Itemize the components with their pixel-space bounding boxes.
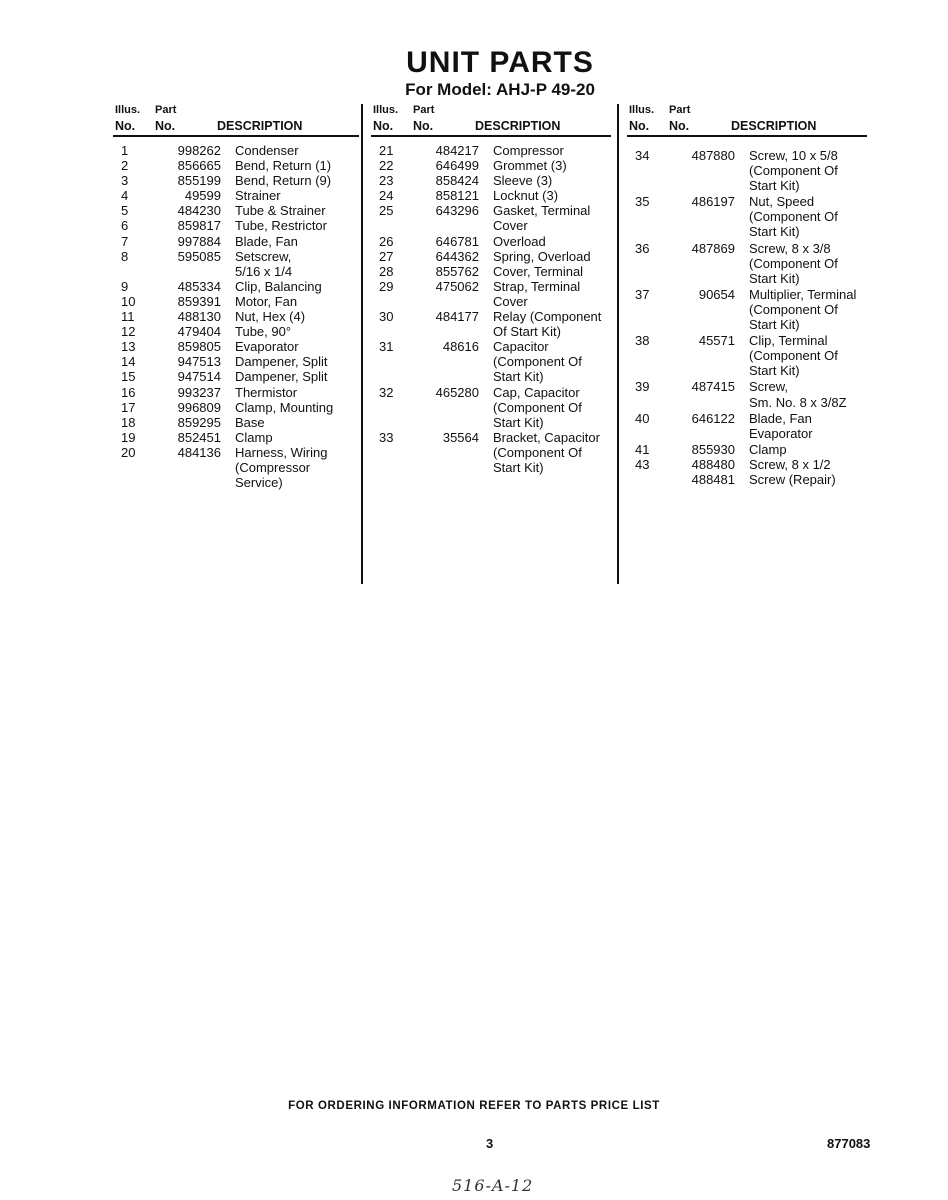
illus-number: 30: [379, 309, 394, 325]
illus-number: 39: [635, 379, 650, 395]
description-line: Grommet (3): [493, 158, 567, 174]
ordering-note: FOR ORDERING INFORMATION REFER TO PARTS PRICE LIST: [288, 1100, 660, 1112]
part-number: 488481: [691, 471, 735, 487]
part-number: 644362: [435, 248, 479, 264]
column-divider: [617, 104, 619, 584]
table-row: [627, 241, 867, 286]
table-row: [113, 158, 359, 173]
illus-number: 37: [635, 286, 650, 302]
description-line: Base: [235, 414, 265, 430]
table-row: [627, 457, 867, 472]
part-number: 646122: [691, 410, 735, 426]
description-line: Sleeve (3): [493, 173, 553, 189]
illus-number: 12: [121, 324, 136, 340]
illus-number: 18: [121, 414, 136, 430]
description-line: Nut, Speed: [749, 194, 815, 210]
part-description: [735, 194, 838, 239]
page-number: 3: [486, 1136, 494, 1151]
part-number: 487880: [691, 148, 735, 163]
part-description: [479, 234, 546, 249]
illus-number: 28: [379, 263, 394, 279]
table-row: [113, 309, 359, 324]
table-row: [371, 234, 611, 249]
part-number: 646499: [435, 158, 479, 174]
part-description: [221, 430, 273, 445]
illus-number: 26: [379, 233, 394, 249]
part-number: 485334: [177, 278, 221, 294]
table-row: [113, 415, 359, 430]
part-description: [221, 279, 322, 294]
part-number: 45571: [698, 333, 735, 349]
table-row: [371, 309, 611, 339]
part-number: 859391: [177, 293, 221, 309]
part-number: 488130: [177, 309, 221, 325]
table-row: [113, 279, 359, 294]
illus-number: 32: [379, 384, 394, 400]
description-line: Gasket, Terminal: [493, 203, 591, 219]
table-row: [371, 339, 611, 384]
header-description: DESCRIPTION: [217, 119, 303, 133]
part-description: [221, 369, 328, 384]
header-row-1: [371, 104, 611, 119]
part-description: [735, 457, 831, 472]
header-part-no: No.: [413, 119, 434, 133]
illus-number: 9: [121, 278, 129, 294]
illus-number: 40: [635, 410, 650, 426]
illus-number: 27: [379, 248, 394, 264]
part-description: [735, 333, 838, 378]
illus-number: 13: [121, 339, 136, 355]
description-line: Cover, Terminal: [493, 263, 584, 279]
illus-number: 2: [121, 158, 129, 174]
description-line: Harness, Wiring: [235, 444, 328, 460]
table-row: [113, 294, 359, 309]
illus-number: 34: [635, 148, 650, 163]
description-line: Start Kit): [749, 178, 800, 194]
description-line: Spring, Overload: [493, 248, 591, 264]
part-number: 859817: [177, 218, 221, 234]
part-description: [735, 287, 856, 332]
description-line: Dampener, Split: [235, 369, 328, 385]
parts-column-3: [627, 104, 867, 487]
part-description: [221, 324, 291, 339]
handwritten-note: 516-A-12: [452, 1176, 534, 1195]
part-number: 484136: [177, 444, 221, 460]
part-description: [221, 249, 292, 279]
part-number: 643296: [435, 203, 479, 219]
description-line: Bend, Return (1): [235, 158, 332, 174]
header-description: DESCRIPTION: [475, 119, 561, 133]
illus-number: 14: [121, 354, 136, 370]
table-row: [371, 158, 611, 173]
part-number: 855930: [691, 441, 735, 457]
part-description: [735, 472, 836, 487]
description-line: Tube, 90°: [235, 324, 292, 340]
illus-number: 22: [379, 158, 394, 174]
part-description: [479, 385, 582, 430]
illus-number: 16: [121, 384, 136, 400]
part-description: [735, 379, 847, 409]
part-number: 479404: [177, 324, 221, 340]
description-line: Strap, Terminal: [493, 278, 581, 294]
illus-number: 17: [121, 399, 136, 415]
part-description: [221, 415, 265, 430]
part-description: [479, 188, 558, 203]
description-line: Blade, Fan: [235, 233, 298, 249]
part-description: [735, 411, 813, 441]
part-number: 646781: [435, 233, 479, 249]
description-line: (Component Of: [749, 209, 838, 225]
description-line: Strainer: [235, 188, 281, 204]
part-description: [479, 158, 567, 173]
parts-column-1: [113, 104, 359, 490]
header-illus: Illus.: [629, 104, 655, 116]
table-row: [113, 218, 359, 233]
table-row: [113, 173, 359, 188]
part-number: 35564: [442, 429, 479, 445]
part-number: 998262: [177, 143, 221, 158]
header-description: DESCRIPTION: [731, 119, 817, 133]
part-number: 90654: [698, 286, 735, 302]
parts-list: [371, 143, 611, 475]
illus-number: 33: [379, 429, 394, 445]
description-line: Relay (Component: [493, 309, 602, 325]
description-line: Clamp: [235, 429, 273, 445]
part-description: [221, 143, 299, 158]
illus-number: 24: [379, 188, 394, 204]
description-line: Service): [235, 475, 283, 491]
description-line: Cap, Capacitor: [493, 384, 580, 400]
part-description: [221, 294, 297, 309]
illus-number: 29: [379, 278, 394, 294]
header-illus: Illus.: [115, 104, 141, 116]
description-line: Clip, Terminal: [749, 333, 828, 349]
part-number: 465280: [435, 384, 479, 400]
document-number: 877083: [827, 1136, 871, 1151]
part-number: 48616: [442, 339, 479, 355]
table-row: [371, 188, 611, 203]
description-line: Cover: [493, 218, 528, 234]
illus-number: 21: [379, 143, 394, 158]
description-line: (Component Of: [749, 163, 838, 179]
table-row: [371, 249, 611, 264]
part-number: 475062: [435, 278, 479, 294]
part-number: 855762: [435, 263, 479, 279]
description-line: 5/16 x 1/4: [235, 263, 293, 279]
description-line: Nut, Hex (4): [235, 309, 306, 325]
illus-number: 43: [635, 456, 650, 472]
part-number: 595085: [177, 248, 221, 264]
header-part-no: No.: [155, 119, 176, 133]
table-row: [113, 445, 359, 490]
description-line: Start Kit): [493, 459, 544, 475]
part-number: 856665: [177, 158, 221, 174]
illus-number: 38: [635, 333, 650, 349]
header-row-2: [627, 119, 867, 137]
description-line: Screw,: [749, 379, 789, 395]
header-illus-no: No.: [373, 119, 394, 133]
part-number: 484177: [435, 309, 479, 325]
illus-number: 4: [121, 188, 129, 204]
part-description: [221, 354, 328, 369]
table-row: [371, 279, 611, 309]
part-description: [221, 385, 297, 400]
column-divider: [361, 104, 363, 584]
table-row: [627, 287, 867, 332]
part-description: [479, 339, 582, 384]
table-row: [627, 442, 867, 457]
description-line: (Component Of: [749, 301, 838, 317]
part-description: [221, 234, 298, 249]
part-description: [221, 445, 327, 490]
table-row: [113, 188, 359, 203]
part-description: [221, 400, 333, 415]
description-line: Bracket, Capacitor: [493, 429, 600, 445]
part-number: 859805: [177, 339, 221, 355]
header-row-2: [113, 119, 359, 137]
illus-number: 7: [121, 233, 129, 249]
illus-number: 15: [121, 369, 136, 385]
header-illus-no: No.: [629, 119, 650, 133]
table-row: [113, 354, 359, 369]
illus-number: 5: [121, 203, 129, 219]
parts-list: [113, 143, 359, 490]
table-row: [627, 379, 867, 409]
table-row: [371, 430, 611, 475]
table-row: [371, 173, 611, 188]
part-number: 859295: [177, 414, 221, 430]
header-part-no: No.: [669, 119, 690, 133]
description-line: Start Kit): [493, 414, 544, 430]
illus-number: [627, 472, 675, 487]
illus-number: 11: [121, 309, 135, 325]
part-number: 947514: [177, 369, 221, 385]
header-part: Part: [155, 104, 177, 116]
description-line: Multiplier, Terminal: [749, 286, 857, 302]
part-description: [735, 241, 838, 286]
header-row-1: [113, 104, 359, 119]
description-line: (Component Of: [749, 348, 838, 364]
illus-number: 41: [635, 441, 650, 457]
page-title: UNIT PARTS: [406, 46, 594, 79]
part-description: [221, 218, 327, 233]
part-description: [221, 188, 281, 203]
part-number: 993237: [177, 384, 221, 400]
part-description: [221, 339, 299, 354]
part-description: [735, 148, 838, 193]
description-line: Evaporator: [749, 425, 813, 441]
description-line: Screw, 8 x 3/8: [749, 240, 831, 256]
description-line: Start Kit): [749, 224, 800, 240]
illus-number: 36: [635, 240, 650, 256]
part-description: [479, 203, 590, 233]
description-line: Start Kit): [493, 369, 544, 385]
description-line: Bend, Return (9): [235, 173, 332, 189]
illus-number: 31: [379, 339, 394, 355]
description-line: Clip, Balancing: [235, 278, 322, 294]
part-description: [479, 173, 552, 188]
part-description: [221, 203, 326, 218]
table-row: [627, 194, 867, 239]
description-line: Screw, 10 x 5/8: [749, 148, 838, 163]
part-number: 855199: [177, 173, 221, 189]
table-row: [113, 385, 359, 400]
description-line: Compressor: [493, 143, 564, 158]
part-description: [735, 442, 787, 457]
part-description: [221, 309, 305, 324]
description-line: Motor, Fan: [235, 293, 298, 309]
header-illus: Illus.: [373, 104, 399, 116]
header-row-2: [371, 119, 611, 137]
description-line: Locknut (3): [493, 188, 559, 204]
description-line: Screw, 8 x 1/2: [749, 456, 831, 472]
description-line: (Compressor: [235, 459, 311, 475]
description-line: Thermistor: [235, 384, 298, 400]
illus-number: 3: [121, 173, 129, 189]
description-line: Sm. No. 8 x 3/8Z: [749, 394, 847, 410]
header-part: Part: [669, 104, 691, 116]
table-row: [627, 472, 867, 487]
table-row: [371, 385, 611, 430]
illus-number: 8: [121, 248, 129, 264]
part-number: 484230: [177, 203, 221, 219]
table-row: [113, 324, 359, 339]
parts-column-2: [371, 104, 611, 475]
description-line: Tube & Strainer: [235, 203, 326, 219]
illus-number: 20: [121, 444, 136, 460]
part-number: 947513: [177, 354, 221, 370]
illus-number: 10: [121, 293, 136, 309]
illus-number: 35: [635, 194, 650, 210]
illus-number: 6: [121, 218, 129, 234]
description-line: Clamp, Mounting: [235, 399, 334, 415]
table-row: [113, 430, 359, 445]
part-description: [479, 143, 564, 158]
part-number: 487869: [691, 240, 735, 256]
part-number: 996809: [177, 399, 221, 415]
table-row: [113, 339, 359, 354]
part-number: 858121: [435, 188, 479, 204]
description-line: Setscrew,: [235, 248, 292, 264]
table-row: [113, 234, 359, 249]
part-number: 486197: [691, 194, 735, 210]
table-row: [371, 143, 611, 158]
table-row: [371, 264, 611, 279]
part-description: [479, 249, 591, 264]
part-number: 484217: [435, 143, 479, 158]
description-line: Capacitor: [493, 339, 549, 355]
description-line: (Component Of: [493, 399, 582, 415]
header-part: Part: [413, 104, 435, 116]
table-row: [113, 203, 359, 218]
table-row: [627, 411, 867, 441]
part-number: 49599: [184, 188, 221, 204]
part-description: [479, 264, 583, 279]
description-line: Evaporator: [235, 339, 299, 355]
header-row-1: [627, 104, 867, 119]
description-line: Of Start Kit): [493, 324, 561, 340]
part-number: 858424: [435, 173, 479, 189]
part-number: 852451: [177, 429, 221, 445]
illus-number: 23: [379, 173, 394, 189]
illus-number: 19: [121, 429, 136, 445]
description-line: (Component Of: [493, 444, 582, 460]
description-line: (Component Of: [493, 354, 582, 370]
table-row: [113, 143, 359, 158]
table-row: [113, 369, 359, 384]
illus-number: 1: [121, 143, 129, 158]
description-line: Overload: [493, 233, 546, 249]
parts-list: [627, 148, 867, 487]
description-line: Start Kit): [749, 270, 800, 286]
table-row: [627, 333, 867, 378]
part-number: 997884: [177, 233, 221, 249]
model-subtitle: For Model: AHJ-P 49-20: [405, 80, 595, 99]
part-number: 487415: [691, 379, 735, 395]
description-line: Tube, Restrictor: [235, 218, 327, 234]
table-row: [627, 148, 867, 193]
header-illus-no: No.: [115, 119, 136, 133]
description-line: Start Kit): [749, 317, 800, 333]
table-row: [113, 249, 359, 279]
part-description: [221, 158, 331, 173]
table-row: [371, 203, 611, 233]
description-line: Screw (Repair): [749, 471, 836, 487]
part-description: [479, 309, 601, 339]
description-line: Condenser: [235, 143, 299, 158]
description-line: Cover: [493, 293, 528, 309]
part-number: 488480: [691, 456, 735, 472]
description-line: Dampener, Split: [235, 354, 328, 370]
part-description: [221, 173, 331, 188]
table-row: [113, 400, 359, 415]
description-line: Start Kit): [749, 363, 800, 379]
description-line: (Component Of: [749, 255, 838, 271]
part-description: [479, 279, 580, 309]
description-line: Blade, Fan: [749, 410, 812, 426]
illus-number: 25: [379, 203, 394, 219]
part-description: [479, 430, 600, 475]
description-line: Clamp: [749, 441, 787, 457]
